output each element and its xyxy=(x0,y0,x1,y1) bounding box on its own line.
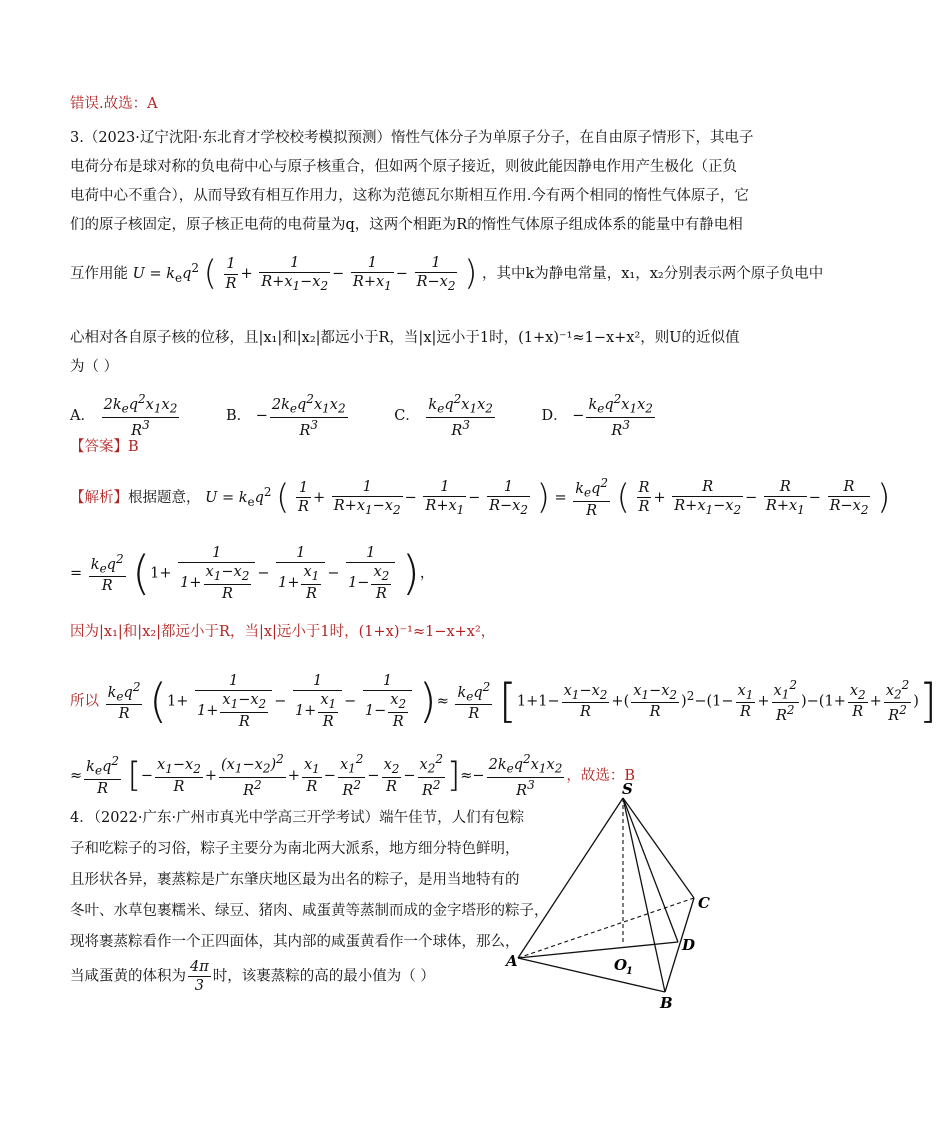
edge-SA xyxy=(518,798,623,958)
question-4 xyxy=(70,803,549,995)
analysis-formula-1: $U = k_eq^2$ ( $\frac{1}{R}$ + $\frac{1}{R+x_1-x_2}$ − $\frac{1}{R+x_1}$ − $\frac{1}{R-x_2}$ ) = $\frac{k_eq^2}{R}$ ( $\frac{R}{R}$ + $\frac{R}{R+x_1-x_2}$ − $\frac{R}{R+x_1}$ − $\frac{R}{R-x_2}$ ) xyxy=(205,476,891,519)
q3-answer xyxy=(70,433,730,462)
q4-line4: 冬叶、水草包裹糯米、绿豆、猪肉、咸蛋黄等蒸制而成的金字塔形的粽子， xyxy=(70,903,549,919)
answer-tag: 【答案】B xyxy=(70,439,139,455)
edge-SD xyxy=(623,798,678,942)
option-d[interactable]: D． − $\frac{k_eq^2x_1x_2}{R^3}$ xyxy=(541,392,653,439)
analysis-tag: 【解析】 xyxy=(70,489,128,506)
q3-energy-formula: $U = k_eq^2$ ( $\frac{1}{R}$ + $\frac{1}{R+x_1-x_2}$ − $\frac{1}{R+x_1}$ − $\frac{1}{R-x_2}$ ) xyxy=(132,253,478,294)
label-O1-subscript: 1 xyxy=(626,966,633,977)
q3-line5 xyxy=(70,253,824,294)
q3-line2: 电荷分布是球对称的负电荷中心与原子核重合，但如两个原子接近，则彼此能因静电作用产生极化（正负 xyxy=(70,159,737,175)
q4-line3: 且形状各异，裹蒸粽是广东肇庆地区最为出名的粽子，是用当地特有的 xyxy=(70,872,520,888)
q3-lines-6-7 xyxy=(70,324,740,382)
option-c[interactable]: C． $\frac{k_eq^2x_1x_2}{R^3}$ xyxy=(394,392,493,439)
analysis-line2: = $\frac{k_eq^2}{R}$ (1+ 1 1+ $\frac{x_1-x_2}{R}$ − 1 1+ $\frac{x_1}{R}$ − 1 1− $\frac{x_2}{R}$ )， xyxy=(70,545,435,603)
q4-line6-suffix: 时，该裹蒸粽的高的最小值为（ ） xyxy=(212,968,435,985)
line-AD xyxy=(518,942,678,958)
analysis-approx: ≈ $\frac{k_eq^2}{R}$ [− $\frac{x_1-x_2}{R}$ + $\frac{(x_1-x_2)^2}{R^2}$ + $\frac{x_1}{R}$ − $\frac{x_1^2}{R^2}$ − $\frac{x_2}{R}$ − $\frac{x_2^2}{R^2}$ ]≈− $\frac{2k_eq^2x_1x_2}{R^3}$ ，故选：B xyxy=(70,752,635,799)
q3-line5-prefix: 互作用能 xyxy=(70,266,128,283)
q3-line7: 为（ ） xyxy=(70,359,119,375)
q4-line6: 当咸蛋黄的体积为 $\frac{4\pi}{3}$ 时，该裹蒸粽的高的最小值为（ ） xyxy=(70,959,435,995)
q4-line5: 现将裹蒸粽看作一个正四面体，其内部的咸蛋黄看作一个球体，那么， xyxy=(70,934,520,950)
analysis-so: 所以 $\frac{k_eq^2}{R}$ (1+ 1 1+ $\frac{x_1-x_2}{R}$ − 1 1+ $\frac{x_1}{R}$ − 1 1− $\frac{x_2}{R}$ )≈ $\frac{k_eq^2}{R}$ [1+1− $\frac{x_1-x_2}{R}$ +( $\frac{x_1-x_2}{R}$ )$^2$−(1− $\frac{x_1}{R}$ + $\frac{x_1^2}{R^2}$ )−(1+ $\frac{x_2}{R}$ + $\frac{x_2^2}{R^2}$ )] xyxy=(70,673,937,731)
label-A: A xyxy=(506,952,518,970)
tetrahedron-figure xyxy=(500,780,730,1010)
q4-line2: 子和吃粽子的习俗，粽子主要分为南北两大派系，地方细分特色鲜明， xyxy=(70,841,520,857)
edge-AB xyxy=(518,958,665,992)
option-a[interactable]: A． $\frac{2k_eq^2x_1x_2}{R^3}$ xyxy=(70,392,178,439)
q3-line1: 3.（2023·辽宁沈阳·东北育才学校校考模拟预测）惰性气体分子为单原子分子，在自由原子情形下，其电子 xyxy=(70,130,754,146)
label-S: S xyxy=(622,780,633,798)
label-D: D xyxy=(682,936,696,954)
label-O1: O xyxy=(614,956,628,974)
conclusion: ，故选：B xyxy=(566,767,635,784)
analysis-because: 因为|x₁|和|x₂|都远小于R，当|x|远小于1时，(1+x)⁻¹≈1−x+x²， xyxy=(70,624,496,640)
so-label: 所以 xyxy=(70,693,99,710)
analysis-intro: 根据题意， xyxy=(128,489,201,506)
q3-line3: 电荷中心不重合），从而导致有相互作用力，这称为范德瓦尔斯相互作用.今有两个相同的惰性气体原子，它 xyxy=(70,188,749,204)
q4-line1: 4．（2022·广东·广州市真光中学高三开学考试）端午佳节，人们有包粽 xyxy=(70,810,525,826)
label-B: B xyxy=(660,994,673,1012)
previous-answer-text: 错误.故选：A xyxy=(70,96,158,112)
q3-line4: 们的原子核固定，原子核正电荷的电荷量为q，这两个相距为R的惰性气体原子组成体系的能量中有静电相 xyxy=(70,217,743,233)
question-3 xyxy=(70,124,754,240)
q4-line6-prefix: 当咸蛋黄的体积为 xyxy=(70,968,186,985)
analysis-line1 xyxy=(70,476,891,520)
q3-line5-suffix: ，其中k为静电常量，x₁，x₂分别表示两个原子负电中 xyxy=(481,266,824,283)
q3-line6: 心相对各自原子核的位移，且|x₁|和|x₂|都远小于R，当|x|远小于1时，(1+x)⁻¹≈1−x+x²，则U的近似值 xyxy=(70,330,740,346)
option-b[interactable]: B． − $\frac{2k_eq^2x_1x_2}{R^3}$ xyxy=(225,392,346,439)
previous-answer xyxy=(70,90,730,119)
label-C: C xyxy=(698,894,710,912)
